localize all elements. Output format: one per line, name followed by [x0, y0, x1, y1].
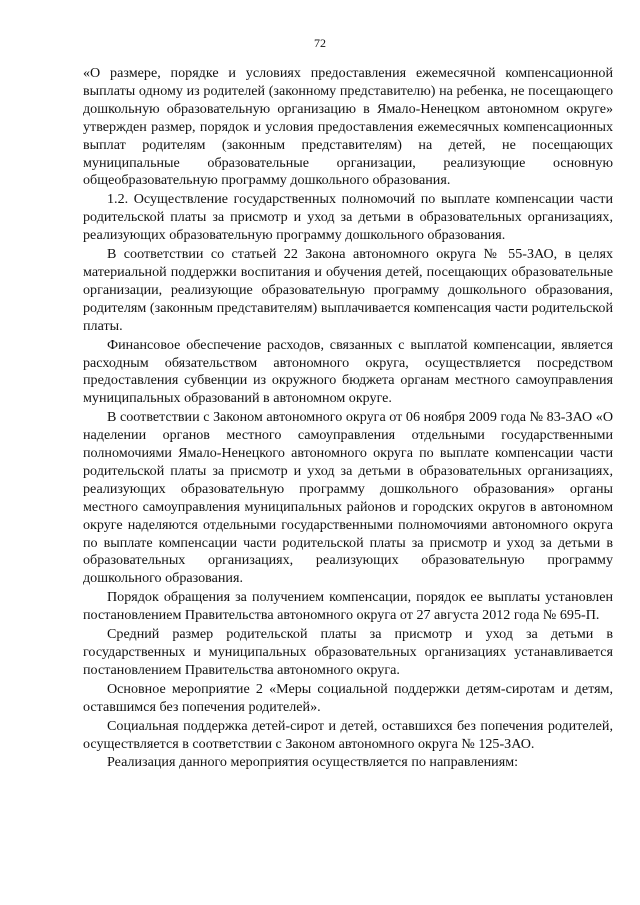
paragraph-9: Социальная поддержка детей-сирот и детей, оставшихся без попечения родителей, осуществляется в соответствии с Законом автономного округа № 125-ЗАО. [83, 717, 613, 752]
paragraph-7: Средний размер родительской платы за присмотр и уход за детьми в государственных и муниципальных образовательных организациях устанавливается постановлением Правительства автономного округа. [83, 626, 613, 678]
paragraph-6: Порядок обращения за получением компенсации, порядок ее выплаты установлен постановлением Правительства автономного округа от 27 августа 2012 года № 695-П. [83, 589, 613, 624]
paragraph-10: Реализация данного мероприятия осуществляется по направлениям: [107, 754, 519, 771]
paragraph-2: 1.2. Осуществление государственных полномочий по выплате компенсации части родительской платы за присмотр и уход за детьми в образовательных организациях, реализующих образовательную программу дошкольного образования. [83, 191, 613, 244]
page-number: 72 [314, 36, 326, 50]
paragraph-5: В соответствии с Законом автономного округа от 06 ноября 2009 года № 83-ЗАО «О наделении органов местного самоуправления отдельными государственными полномочиями Ямало-Ненецкого автономного округа по выплате компенсации части родительской платы за присмотр и уход за детьми в образовательных организациях, реализующих образовательную программу дошкольного образования» органы местного самоуправления муниципальных районов и городских округов в автономном округе наделяются отдельными государственными полномочиями автономного округа по выплате компенсации части родительской платы за присмотр и уход за детьми в образовательных организациях, реализующих образовательную программу дошкольного образования. [83, 409, 613, 587]
paragraph-8: Основное мероприятие 2 «Меры социальной поддержки детям-сиротам и детям, оставшимся без попечения родителей». [83, 680, 613, 715]
body-text [83, 65, 613, 773]
paragraph-4: Финансовое обеспечение расходов, связанных с выплатой компенсации, является расходным обязательством автономного округа, осуществляется посредством предоставления субвенции из окружного бюджета органам местного самоуправления муниципальных образований в автономном округе. [83, 336, 613, 407]
paragraph-3: В соответствии со статьей 22 Закона автономного округа № 55-ЗАО, в целях материальной поддержки воспитания и обучения детей, посещающих образовательные организации, реализующие образовательную программу дошкольного образования, родителям (законным представителям) выплачивается компенсация части родительской платы. [83, 246, 613, 334]
paragraph-1: «О размере, порядке и условиях предоставления ежемесячной компенсационной выплаты одному из родителей (законному представителю) на ребенка, не посещающего дошкольную образовательную организацию в Ямало-Ненецком автономном округе» утвержден размер, порядок и условия предоставления ежемесячных компенсационных выплат родителям (законным представителям) на детей, не посещающих муниципальные образовательные организации, реализующие основную общеобразовательную программу дошкольного образования. [83, 65, 613, 189]
